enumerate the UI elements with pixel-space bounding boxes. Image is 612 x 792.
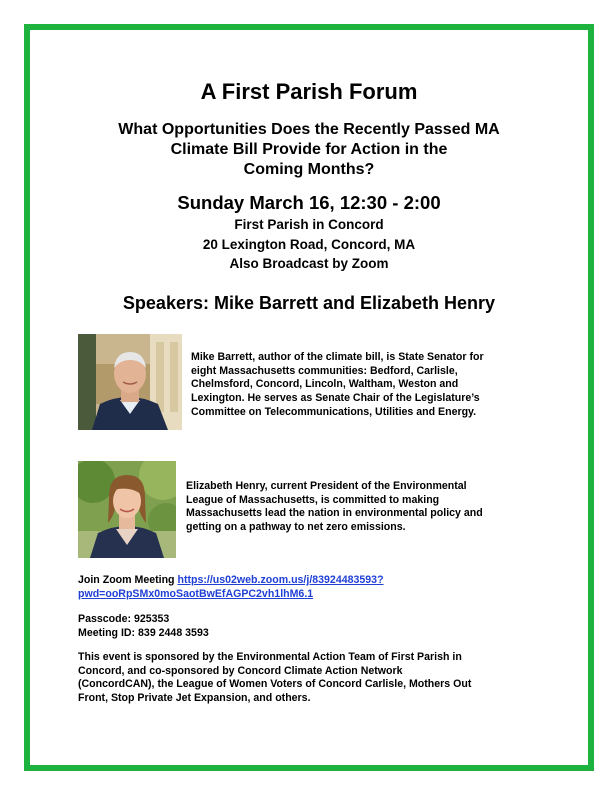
event-venue <box>30 215 588 274</box>
meeting-id: Meeting ID: 839 2448 3593 <box>78 626 209 639</box>
bio-line: eight Massachusetts communities: Bedford, Carlisle, <box>191 364 458 377</box>
bio-line: Mike Barrett, author of the climate bill, is State Senator for <box>191 351 484 363</box>
bio-line: Massachusetts lead the nation in environmental policy and <box>186 507 483 520</box>
speaker2-bio <box>186 480 531 535</box>
bio-line: Elizabeth Henry, current President of the Environmental <box>186 480 467 492</box>
passcode: Passcode: 925353 <box>78 613 170 625</box>
sponsor-line: (ConcordCAN), the League of Women Voters of Concord Carlisle, Mothers Out <box>78 678 472 691</box>
bio-line: Chelmsford, Concord, Lincoln, Waltham, Weston and <box>191 378 459 391</box>
zoom-link[interactable]: https://us02web.zoom.us/j/83924483593? <box>177 574 384 586</box>
bio-line: League of Massachusetts, is committed to making <box>186 493 440 506</box>
forum-question-line: Climate Bill Provide for Action in the <box>170 141 448 158</box>
page-title: A First Parish Forum <box>200 79 418 104</box>
zoom-link-continued[interactable]: pwd=ooRpSMx0moSaotBwEfAGPC2vh1lhM6.1 <box>78 587 314 600</box>
forum-question-line: Coming Months? <box>243 161 375 178</box>
bio-line: getting on a pathway to net zero emissions. <box>186 521 406 534</box>
speaker1-bio <box>191 351 531 420</box>
forum-question <box>30 120 588 180</box>
zoom-label: Join Zoom Meeting <box>78 574 178 586</box>
venue-line: 20 Lexington Road, Concord, MA <box>202 236 416 252</box>
sponsor-line: Concord, and co-sponsored by Concord Climate Action Network <box>78 664 403 677</box>
speakers-heading: Speakers: Mike Barrett and Elizabeth Henry <box>122 293 496 313</box>
sponsor-line: This event is sponsored by the Environmental Action Team of First Parish in <box>78 651 462 663</box>
venue-line: Also Broadcast by Zoom <box>229 256 389 271</box>
bio-line: Lexington. He serves as Senate Chair of the Legislature’s <box>191 392 480 405</box>
speaker2-photo <box>78 461 176 558</box>
venue-line: First Parish in Concord <box>234 217 384 232</box>
event-date: Sunday March 16, 12:30 - 2:00 <box>177 192 441 213</box>
sponsor-line: Front, Stop Private Jet Expansion, and others. <box>78 692 311 705</box>
meeting-credentials <box>78 613 518 640</box>
zoom-info <box>78 574 518 601</box>
forum-question-line: What Opportunities Does the Recently Passed MA <box>118 121 500 138</box>
sponsor-statement <box>78 651 528 706</box>
speaker1-photo <box>78 334 182 430</box>
bio-line: Committee on Telecommunications, Utilities and Energy. <box>191 405 477 418</box>
